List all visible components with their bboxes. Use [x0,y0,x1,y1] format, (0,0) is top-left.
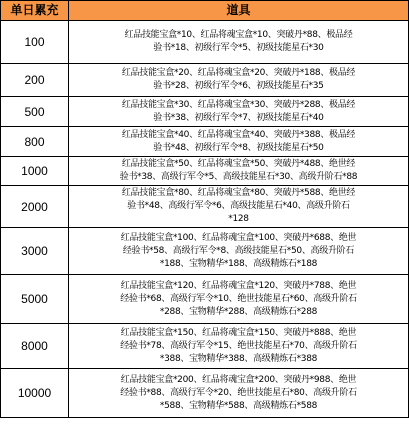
recharge-amount: 500 [1,97,69,127]
recharge-amount: 800 [1,127,69,157]
table-row [1,369,409,418]
reward-items [69,228,409,275]
reward-line: 红品技能宝盒*200、红品将魂宝盒*200、突破丹*988、绝世 [120,374,357,385]
table-row [1,228,409,275]
recharge-amount: 10000 [1,369,69,418]
recharge-amount: 200 [1,64,69,97]
table-row [1,157,409,186]
reward-line: *388、宝物精华*388、高级精炼石*388 [159,353,318,364]
reward-line: 经验书*78、高级行军令*15、绝世技能星石*70、高级升阶石 [120,340,357,351]
recharge-amount: 100 [1,21,69,64]
reward-line: 验书*38、初级行军令*7、初级技能星石*40 [153,112,324,123]
reward-line: 验书*28、初级行军令*6、初级技能星石*35 [153,81,324,91]
header-amount: 单日累充 [1,1,69,21]
reward-items [69,64,409,97]
reward-line: 验书*48、初级行军令*8、初级技能星石*50 [153,142,324,153]
recharge-amount: 5000 [1,275,69,324]
reward-line: 验书*48、高级行军令*6、高级技能星石*40、高级升阶石 [127,201,350,211]
reward-items [69,97,409,127]
reward-line: 验书*18、初级行军令*5、初级技能星石*30 [153,43,324,53]
table-row [1,97,409,127]
reward-line: 红品技能宝盒*150、红品将魂宝盒*150、突破丹*888、绝世 [120,327,357,338]
recharge-amount: 3000 [1,228,69,275]
reward-line: 经验书*68、高级行军令*10、绝世技能星石*60、高级升阶石 [120,293,357,304]
reward-line: 经验书*88、高级行军令*20、绝世技能星石*80、高级升阶石 [120,387,357,398]
reward-line: *188、宝物精华*188、高级精炼石*188 [159,258,318,269]
table-row [1,275,409,324]
reward-items [69,127,409,157]
reward-line: 红品技能宝盒*120、红品将魂宝盒*120、突破丹*788、绝世 [120,280,357,291]
reward-line: 红品技能宝盒*40、红品将魂宝盒*40、突破丹*388、极品经 [121,129,356,140]
table-row [1,186,409,228]
reward-items [69,21,409,64]
reward-line: 红品技能宝盒*10、红品将魂宝盒*10、突破丹*88、极品经 [124,30,353,40]
table-row [1,21,409,64]
recharge-amount: 1000 [1,157,69,186]
reward-items [69,324,409,369]
reward-line: 红品技能宝盒*20、红品将魂宝盒*20、突破丹*188、极品经 [121,68,356,78]
table-row [1,64,409,97]
reward-line: *128 [228,214,249,224]
header-row [1,1,409,21]
recharge-amount: 2000 [1,186,69,228]
header-items: 道具 [69,1,409,21]
reward-items [69,275,409,324]
reward-line: *288、宝物精华*288、高级精炼石*288 [159,306,318,317]
reward-line: 红品技能宝盒*80、红品将魂宝盒*80、突破丹*588、绝世经 [121,188,356,198]
reward-line: 验书*38、高级行军令*5、高级技能星石*30、高级升阶石*88 [119,172,358,182]
table-row [1,324,409,369]
reward-items [69,186,409,228]
table-row [1,127,409,157]
recharge-amount: 8000 [1,324,69,369]
reward-line: 红品技能宝盒*30、红品将魂宝盒*30、突破丹*288、极品经 [121,99,356,110]
reward-line: 红品技能宝盒*50、红品将魂宝盒*50、突破丹*488、绝世经 [121,159,356,169]
reward-line: *588、宝物精华*588、高级精炼石*588 [159,400,318,411]
reward-items [69,369,409,418]
reward-items [69,157,409,186]
reward-line: 红品技能宝盒*100、红品将魂宝盒*100、突破丹*688、绝世 [120,232,357,243]
reward-line: 经验书*58、高级行军令*8、高级技能星石*50、高级升阶石 [122,245,355,256]
